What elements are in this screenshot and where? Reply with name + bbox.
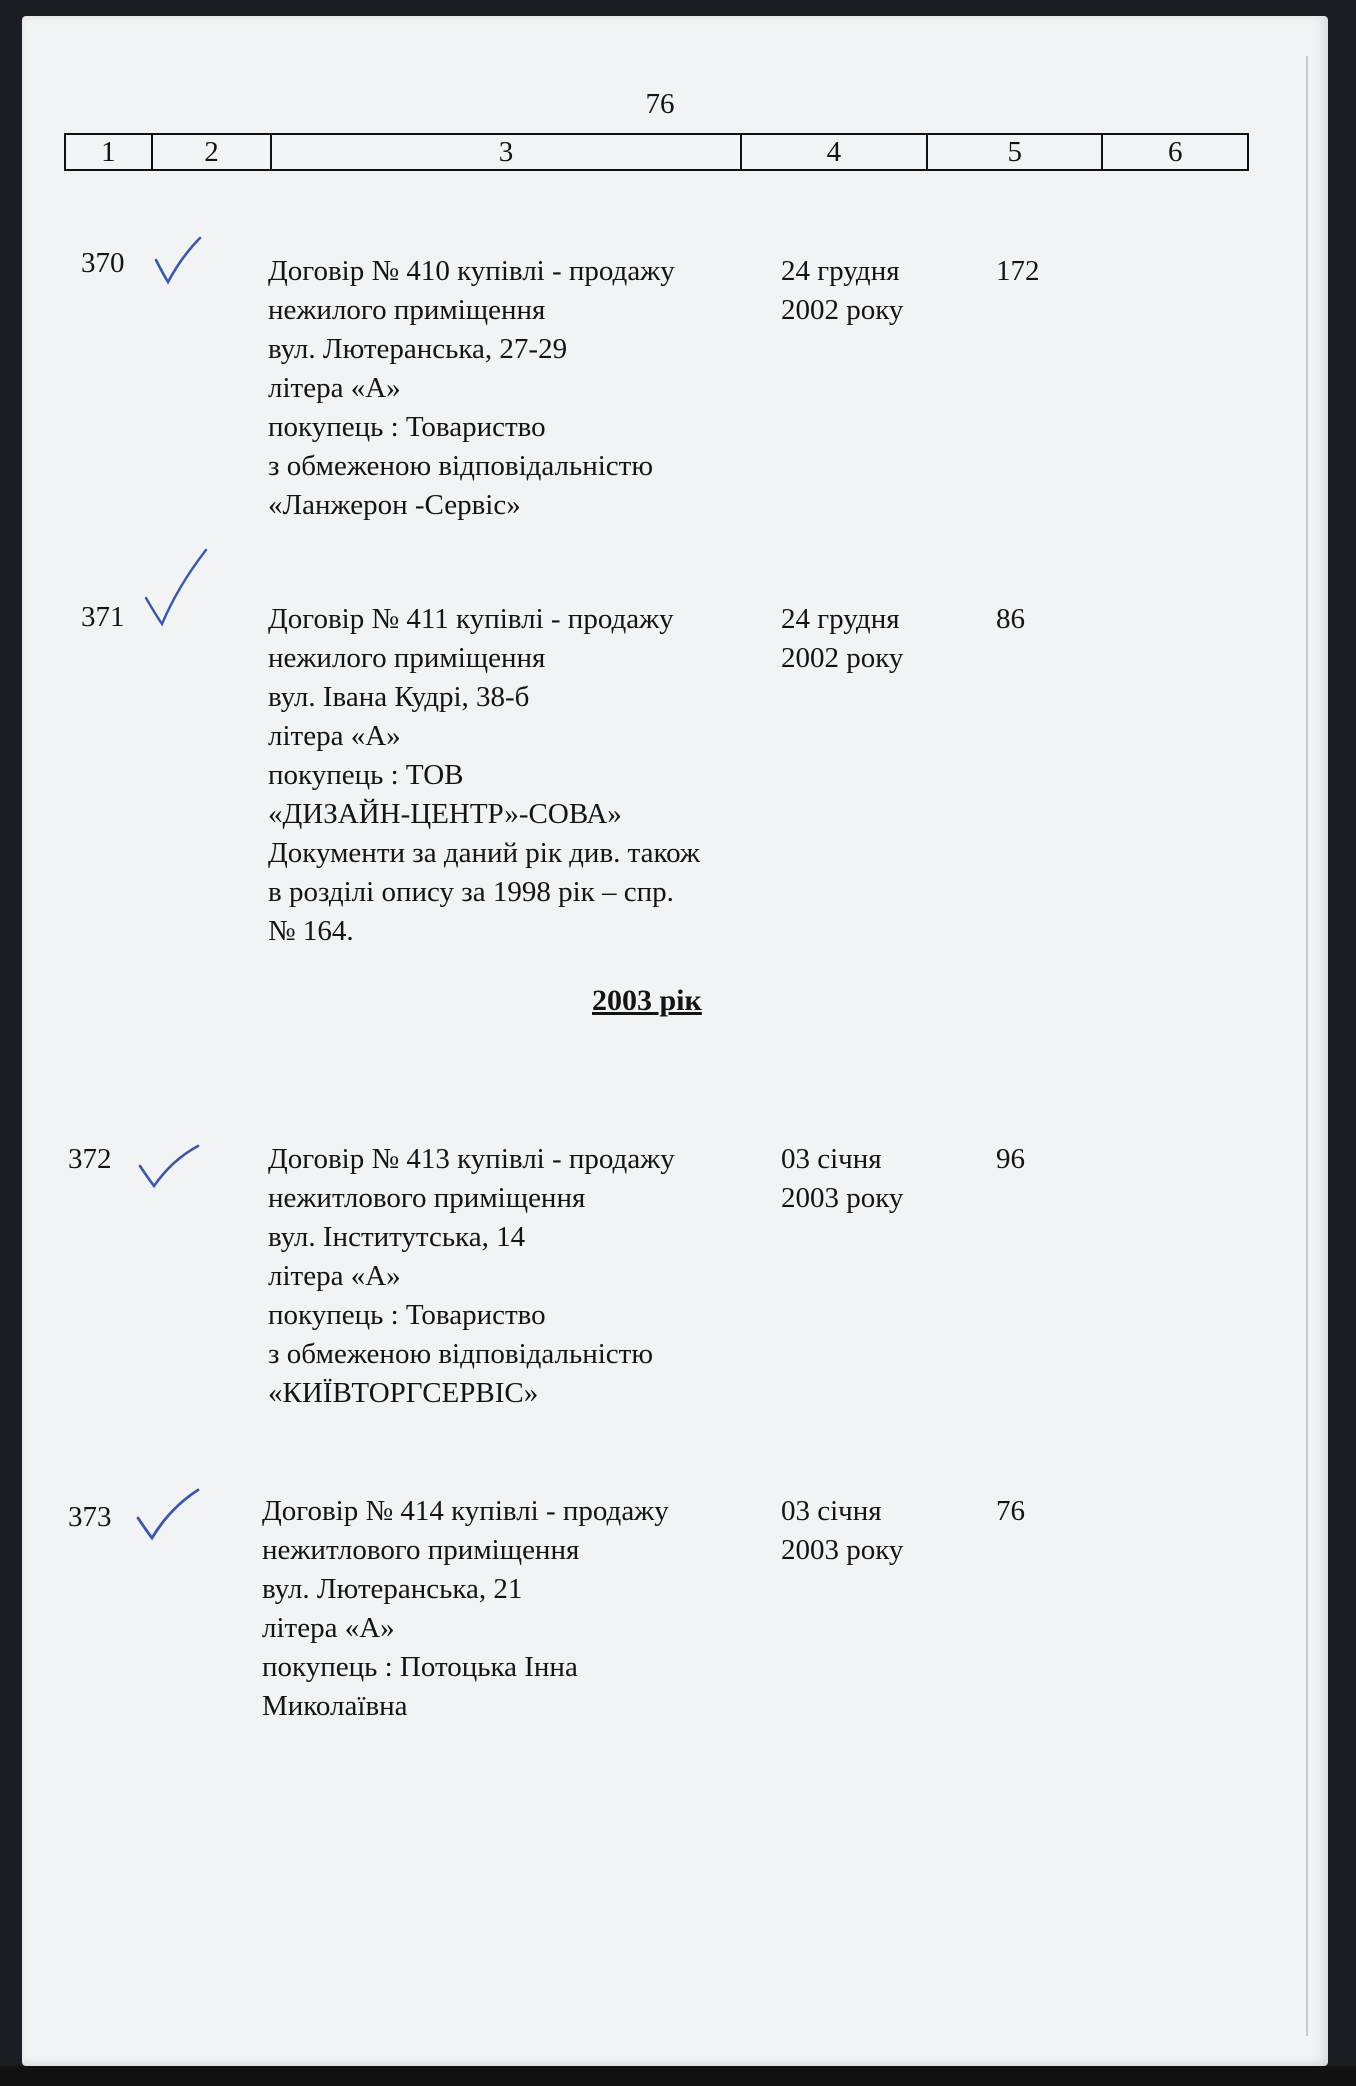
- entry-date: [781, 252, 903, 330]
- column-header-1: 1: [66, 135, 153, 169]
- description-line: № 164.: [268, 915, 354, 947]
- description-line: покупець : Товариство: [268, 1299, 546, 1331]
- description-line: покупець : ТОВ: [268, 759, 464, 791]
- date-line: 24 грудня: [781, 603, 900, 635]
- description-line: з обмеженою відповідальністю: [268, 1338, 654, 1370]
- description-line: літера «А»: [262, 1612, 395, 1644]
- checkmark-icon: [140, 546, 210, 628]
- description-line: покупець : Товариство: [268, 411, 546, 443]
- entry-number: 372: [68, 1143, 112, 1175]
- entry-sheet-count: 96: [996, 1143, 1025, 1175]
- page-number: 76: [645, 88, 675, 120]
- description-line: Миколаївна: [262, 1690, 408, 1722]
- entry-date: [781, 600, 903, 678]
- description-line: нежилого приміщення: [268, 294, 546, 326]
- description-line: вул. Лютеранська, 21: [262, 1573, 523, 1605]
- scanner-edge: [0, 2066, 1356, 2086]
- entry-number: 370: [81, 247, 125, 279]
- entry-number: 371: [81, 601, 125, 633]
- checkmark-icon: [134, 1486, 202, 1542]
- entry-date: [781, 1492, 903, 1570]
- description-line: нежилого приміщення: [268, 642, 546, 674]
- entry-description: [268, 1140, 675, 1413]
- description-line: літера «А»: [268, 720, 401, 752]
- date-line: 03 січня: [781, 1495, 882, 1527]
- column-header-row: [64, 133, 1249, 171]
- year-heading: 2003 рік: [592, 984, 702, 1017]
- entry-description: [262, 1492, 669, 1726]
- entry-description: [268, 252, 675, 525]
- description-line: Документи за даний рік див. також: [268, 837, 700, 869]
- date-line: 2002 року: [781, 294, 904, 326]
- entry-description: [268, 600, 700, 951]
- entry-date: [781, 1140, 903, 1218]
- description-line: «Ланжерон -Сервіс»: [268, 489, 521, 521]
- checkmark-icon: [136, 1142, 202, 1190]
- checkmark-icon: [152, 234, 204, 290]
- column-header-4: 4: [742, 135, 928, 169]
- column-header-5: 5: [928, 135, 1103, 169]
- date-line: 2002 року: [781, 642, 904, 674]
- entry-sheet-count: 76: [996, 1495, 1025, 1527]
- entry-sheet-count: 172: [996, 255, 1040, 287]
- description-line: «ДИЗАЙН-ЦЕНТР»-СОВА»: [268, 798, 622, 830]
- description-line: вул. Лютеранська, 27-29: [268, 333, 568, 365]
- page-edge: [1306, 56, 1308, 2036]
- description-line: нежитлового приміщення: [268, 1182, 586, 1214]
- date-line: 2003 року: [781, 1182, 904, 1214]
- date-line: 2003 року: [781, 1534, 904, 1566]
- date-line: 24 грудня: [781, 255, 900, 287]
- column-header-2: 2: [153, 135, 273, 169]
- description-line: «КИЇВТОРГСЕРВІС»: [268, 1377, 539, 1409]
- document-page: [22, 16, 1328, 2066]
- description-line: нежитлового приміщення: [262, 1534, 580, 1566]
- column-header-3: 3: [272, 135, 741, 169]
- entry-number: 373: [68, 1501, 112, 1533]
- entry-sheet-count: 86: [996, 603, 1025, 635]
- description-line: Договір № 411 купівлі - продажу: [268, 603, 674, 635]
- description-line: літера «А»: [268, 1260, 401, 1292]
- description-line: в розділі опису за 1998 рік – спр.: [268, 876, 674, 908]
- description-line: Договір № 410 купівлі - продажу: [268, 255, 675, 287]
- description-line: з обмеженою відповідальністю: [268, 450, 654, 482]
- description-line: вул. Івана Кудрі, 38-б: [268, 681, 530, 713]
- column-header-6: 6: [1167, 136, 1183, 168]
- description-line: вул. Інститутська, 14: [268, 1221, 526, 1253]
- description-line: Договір № 413 купівлі - продажу: [268, 1143, 675, 1175]
- description-line: покупець : Потоцька Інна: [262, 1651, 578, 1683]
- date-line: 03 січня: [781, 1143, 882, 1175]
- description-line: літера «А»: [268, 372, 401, 404]
- description-line: Договір № 414 купівлі - продажу: [262, 1495, 669, 1527]
